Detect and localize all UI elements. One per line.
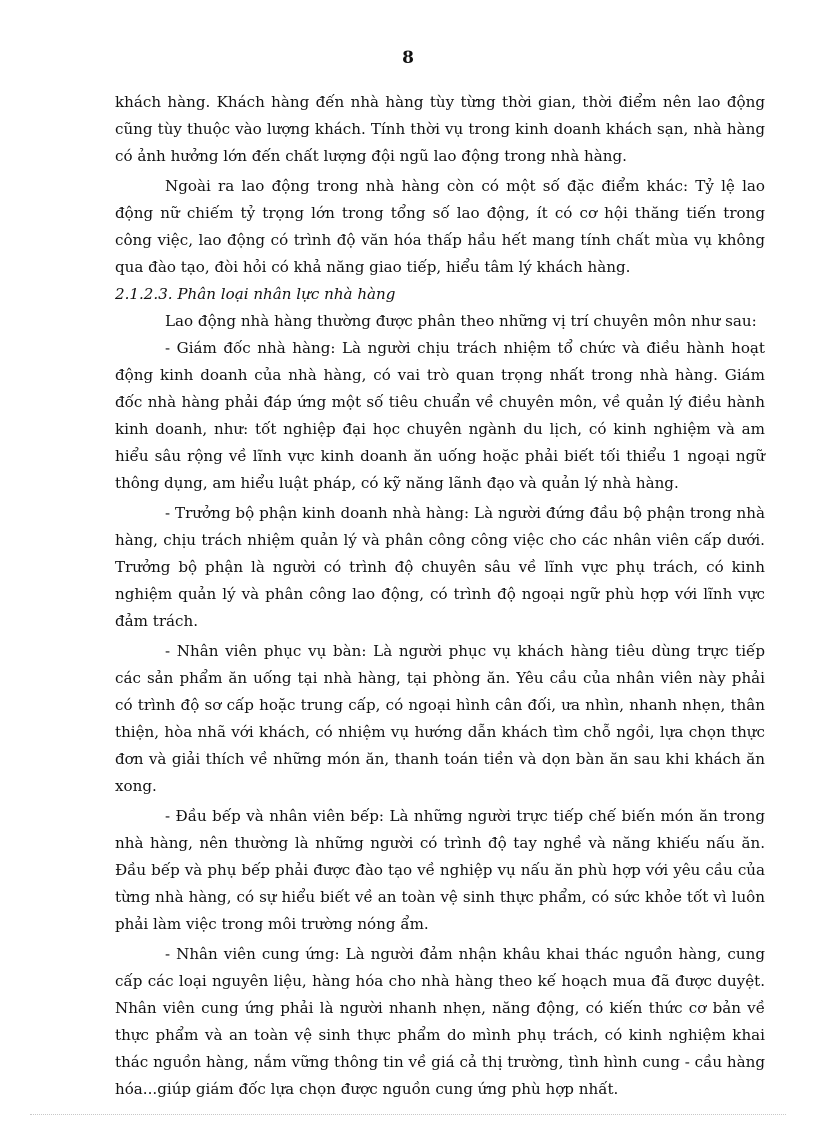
role-supplier-staff: - Nhân viên cung ứng: Là người đảm nhận khâu khai thác nguồn hàng, cung cấp các loại nguyên liệu, hàng hóa cho nhà hàng theo kế hoạch mua đã được duyệt. Nhân viên cung ứng phải là người nhanh nhẹn, năng động, có kiến thức cơ bản về thực phẩm và an toàn vệ sinh thực phẩm do mình phụ trách, có kinh nghiệm khai thác nguồn hàng, nắm vững thông tin về giá cả thị trường, tình hình cung - cầu hàng hóa...giúp giám đốc lựa chọn được nguồn cung ứng phù hợp nhất. — [115, 945, 765, 1098]
section-heading: 2.1.2.3. Phân loại nhân lực nhà hàng — [115, 285, 396, 303]
paragraph-continuation: khách hàng. Khách hàng đến nhà hàng tùy từng thời gian, thời điểm nên lao động cũng tùy thuộc vào lượng khách. Tính thời vụ trong kinh doanh khách sạn, nhà hàng có ảnh hưởng lớn đến chất lượng đội ngũ lao động trong nhà hàng. — [115, 93, 765, 165]
role-waiter: - Nhân viên phục vụ bàn: Là người phục vụ khách hàng tiêu dùng trực tiếp các sản phẩm ăn uống tại nhà hàng, tại phòng ăn. Yêu cầu của nhân viên này phải có trình độ sơ cấp hoặc trung cấp, có ngoại hình cân đối, ưa nhìn, nhanh nhẹn, thân thiện, hòa nhã với khách, có nhiệm vụ hướng dẫn khách tìm chỗ ngồi, lựa chọn thực đơn và giải thích về những món ăn, thanh toán tiền và dọn bàn ăn sau khi khách ăn xong. — [115, 642, 765, 795]
role-department-head: - Trưởng bộ phận kinh doanh nhà hàng: Là người đứng đầu bộ phận trong nhà hàng, chịu trách nhiệm quản lý và phân công công việc cho các nhân viên cấp dưới. Trưởng bộ phận là người có trình độ chuyên sâu về lĩnh vực phụ trách, có kinh nghiệm quản lý và phân công lao động, có trình độ ngoại ngữ phù hợp với lĩnh vực đảm trách. — [115, 504, 765, 630]
page-number: 8 — [402, 48, 414, 68]
role-restaurant-director: - Giám đốc nhà hàng: Là người chịu trách nhiệm tổ chức và điều hành hoạt động kinh doanh của nhà hàng, có vai trò quan trọng nhất trong nhà hàng. Giám đốc nhà hàng phải đáp ứng một số tiêu chuẩn về chuyên môn, về quản lý điều hành kinh doanh, như: tốt nghiệp đại học chuyên ngành du lịch, có kinh nghiệm và am hiểu sâu rộng về lĩnh vực kinh doanh ăn uống hoặc phải biết tối thiểu 1 ngoại ngữ thông dụng, am hiểu luật pháp, có kỹ năng lãnh đạo và quản lý nhà hàng. — [115, 339, 765, 492]
role-chef: - Đầu bếp và nhân viên bếp: Là những người trực tiếp chế biến món ăn trong nhà hàng, nên thường là những người có trình độ tay nghề và năng khiếu nấu ăn. Đầu bếp và phụ bếp phải được đào tạo về nghiệp vụ nấu ăn phù hợp với yêu cầu của từng nhà hàng, có sự hiểu biết về an toàn vệ sinh thực phẩm, có sức khỏe tốt vì luôn phải làm việc trong môi trường nóng ẩm. — [115, 807, 765, 933]
section-intro: Lao động nhà hàng thường được phân theo những vị trí chuyên môn như sau: — [165, 312, 757, 330]
footer-divider — [30, 1114, 786, 1115]
paragraph-other-characteristics: Ngoài ra lao động trong nhà hàng còn có một số đặc điểm khác: Tỷ lệ lao động nữ chiếm tỷ trọng lớn trong tổng số lao động, ít có cơ hội thăng tiến trong công việc, lao động có trình độ văn hóa thấp hầu hết mang tính chất mùa vụ không qua đào tạo, đòi hỏi có khả năng giao tiếp, hiểu tâm lý khách hàng. — [115, 177, 765, 276]
document-body — [115, 89, 765, 1103]
